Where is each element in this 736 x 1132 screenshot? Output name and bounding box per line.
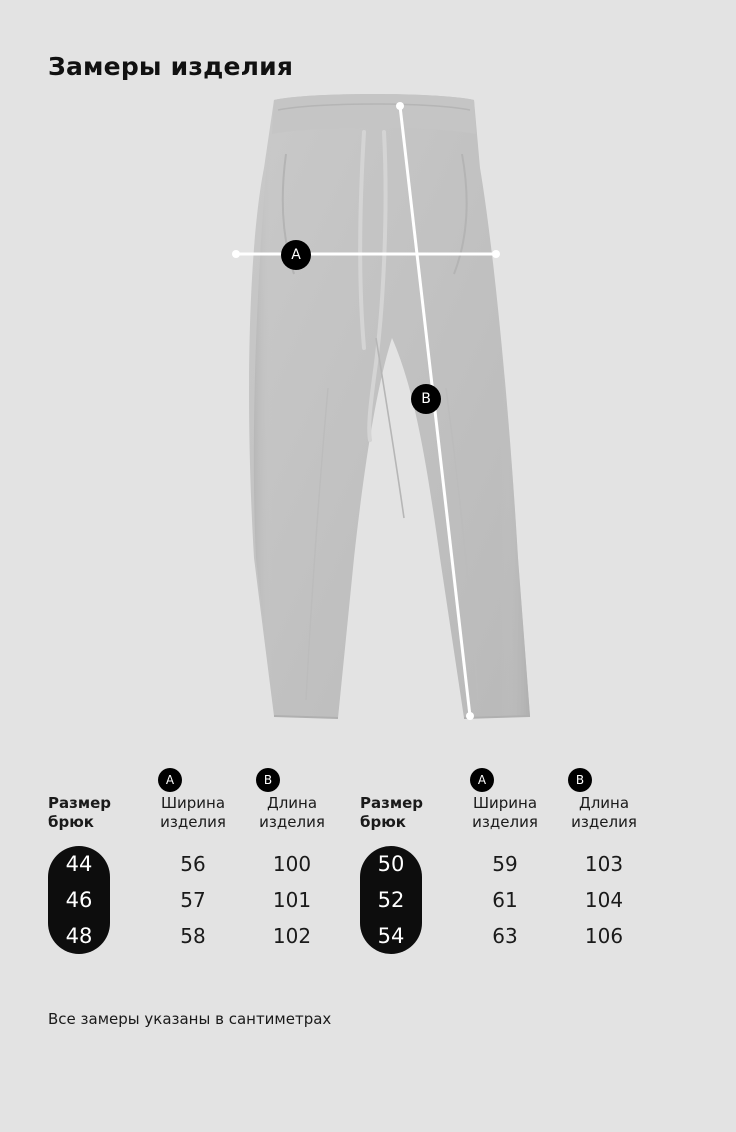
- column-badge-a-icon: A: [470, 768, 494, 792]
- cell-length: 101: [272, 888, 312, 912]
- header-size: Размер брюк: [360, 794, 424, 831]
- cell-size: 48: [65, 924, 93, 948]
- table-right-headers: [360, 794, 654, 840]
- cell-length: 106: [584, 924, 624, 948]
- header-size: Размер брюк: [48, 794, 112, 831]
- sweatpants-drawing: [178, 88, 568, 728]
- table-row: [360, 918, 654, 954]
- line-b-start-dot: [396, 102, 404, 110]
- header-length: Длина изделия: [259, 794, 325, 831]
- cell-length: 100: [272, 852, 312, 876]
- header-width: Ширина изделия: [472, 794, 538, 831]
- cell-size: 52: [377, 888, 405, 912]
- cell-size: 54: [377, 924, 405, 948]
- table-row: [48, 846, 342, 882]
- marker-b-icon: B: [411, 384, 441, 414]
- table-right-rows: [360, 846, 654, 954]
- cell-width: 58: [180, 924, 206, 948]
- line-a-end-dot: [492, 250, 500, 258]
- measurement-lines: [178, 88, 568, 728]
- column-badge-b-icon: B: [256, 768, 280, 792]
- cell-width: 63: [492, 924, 518, 948]
- marker-a-icon: A: [281, 240, 311, 270]
- measurements-table-left: [48, 760, 342, 954]
- table-row: [48, 882, 342, 918]
- cell-width: 57: [180, 888, 206, 912]
- table-left-badges: [48, 760, 342, 794]
- cell-length: 102: [272, 924, 312, 948]
- cell-size: 50: [377, 852, 405, 876]
- table-row: [48, 918, 342, 954]
- table-row: [360, 846, 654, 882]
- cell-size: 44: [65, 852, 93, 876]
- garment-illustration: [0, 88, 736, 738]
- table-right-badges: [360, 760, 654, 794]
- table-left-headers: [48, 794, 342, 840]
- cell-width: 56: [180, 852, 206, 876]
- column-badge-b-icon: B: [568, 768, 592, 792]
- table-left-rows: [48, 846, 342, 954]
- cell-size: 46: [65, 888, 93, 912]
- line-a-start-dot: [232, 250, 240, 258]
- line-b-end-dot: [466, 712, 474, 720]
- cell-width: 61: [492, 888, 518, 912]
- table-row: [360, 882, 654, 918]
- header-length: Длина изделия: [571, 794, 637, 831]
- cell-length: 103: [584, 852, 624, 876]
- footnote: Все замеры указаны в сантиметрах: [48, 1010, 332, 1028]
- cell-width: 59: [492, 852, 518, 876]
- page-title: Замеры изделия: [48, 52, 294, 81]
- column-badge-a-icon: A: [158, 768, 182, 792]
- header-width: Ширина изделия: [160, 794, 226, 831]
- cell-length: 104: [584, 888, 624, 912]
- measurements-table-right: [360, 760, 654, 954]
